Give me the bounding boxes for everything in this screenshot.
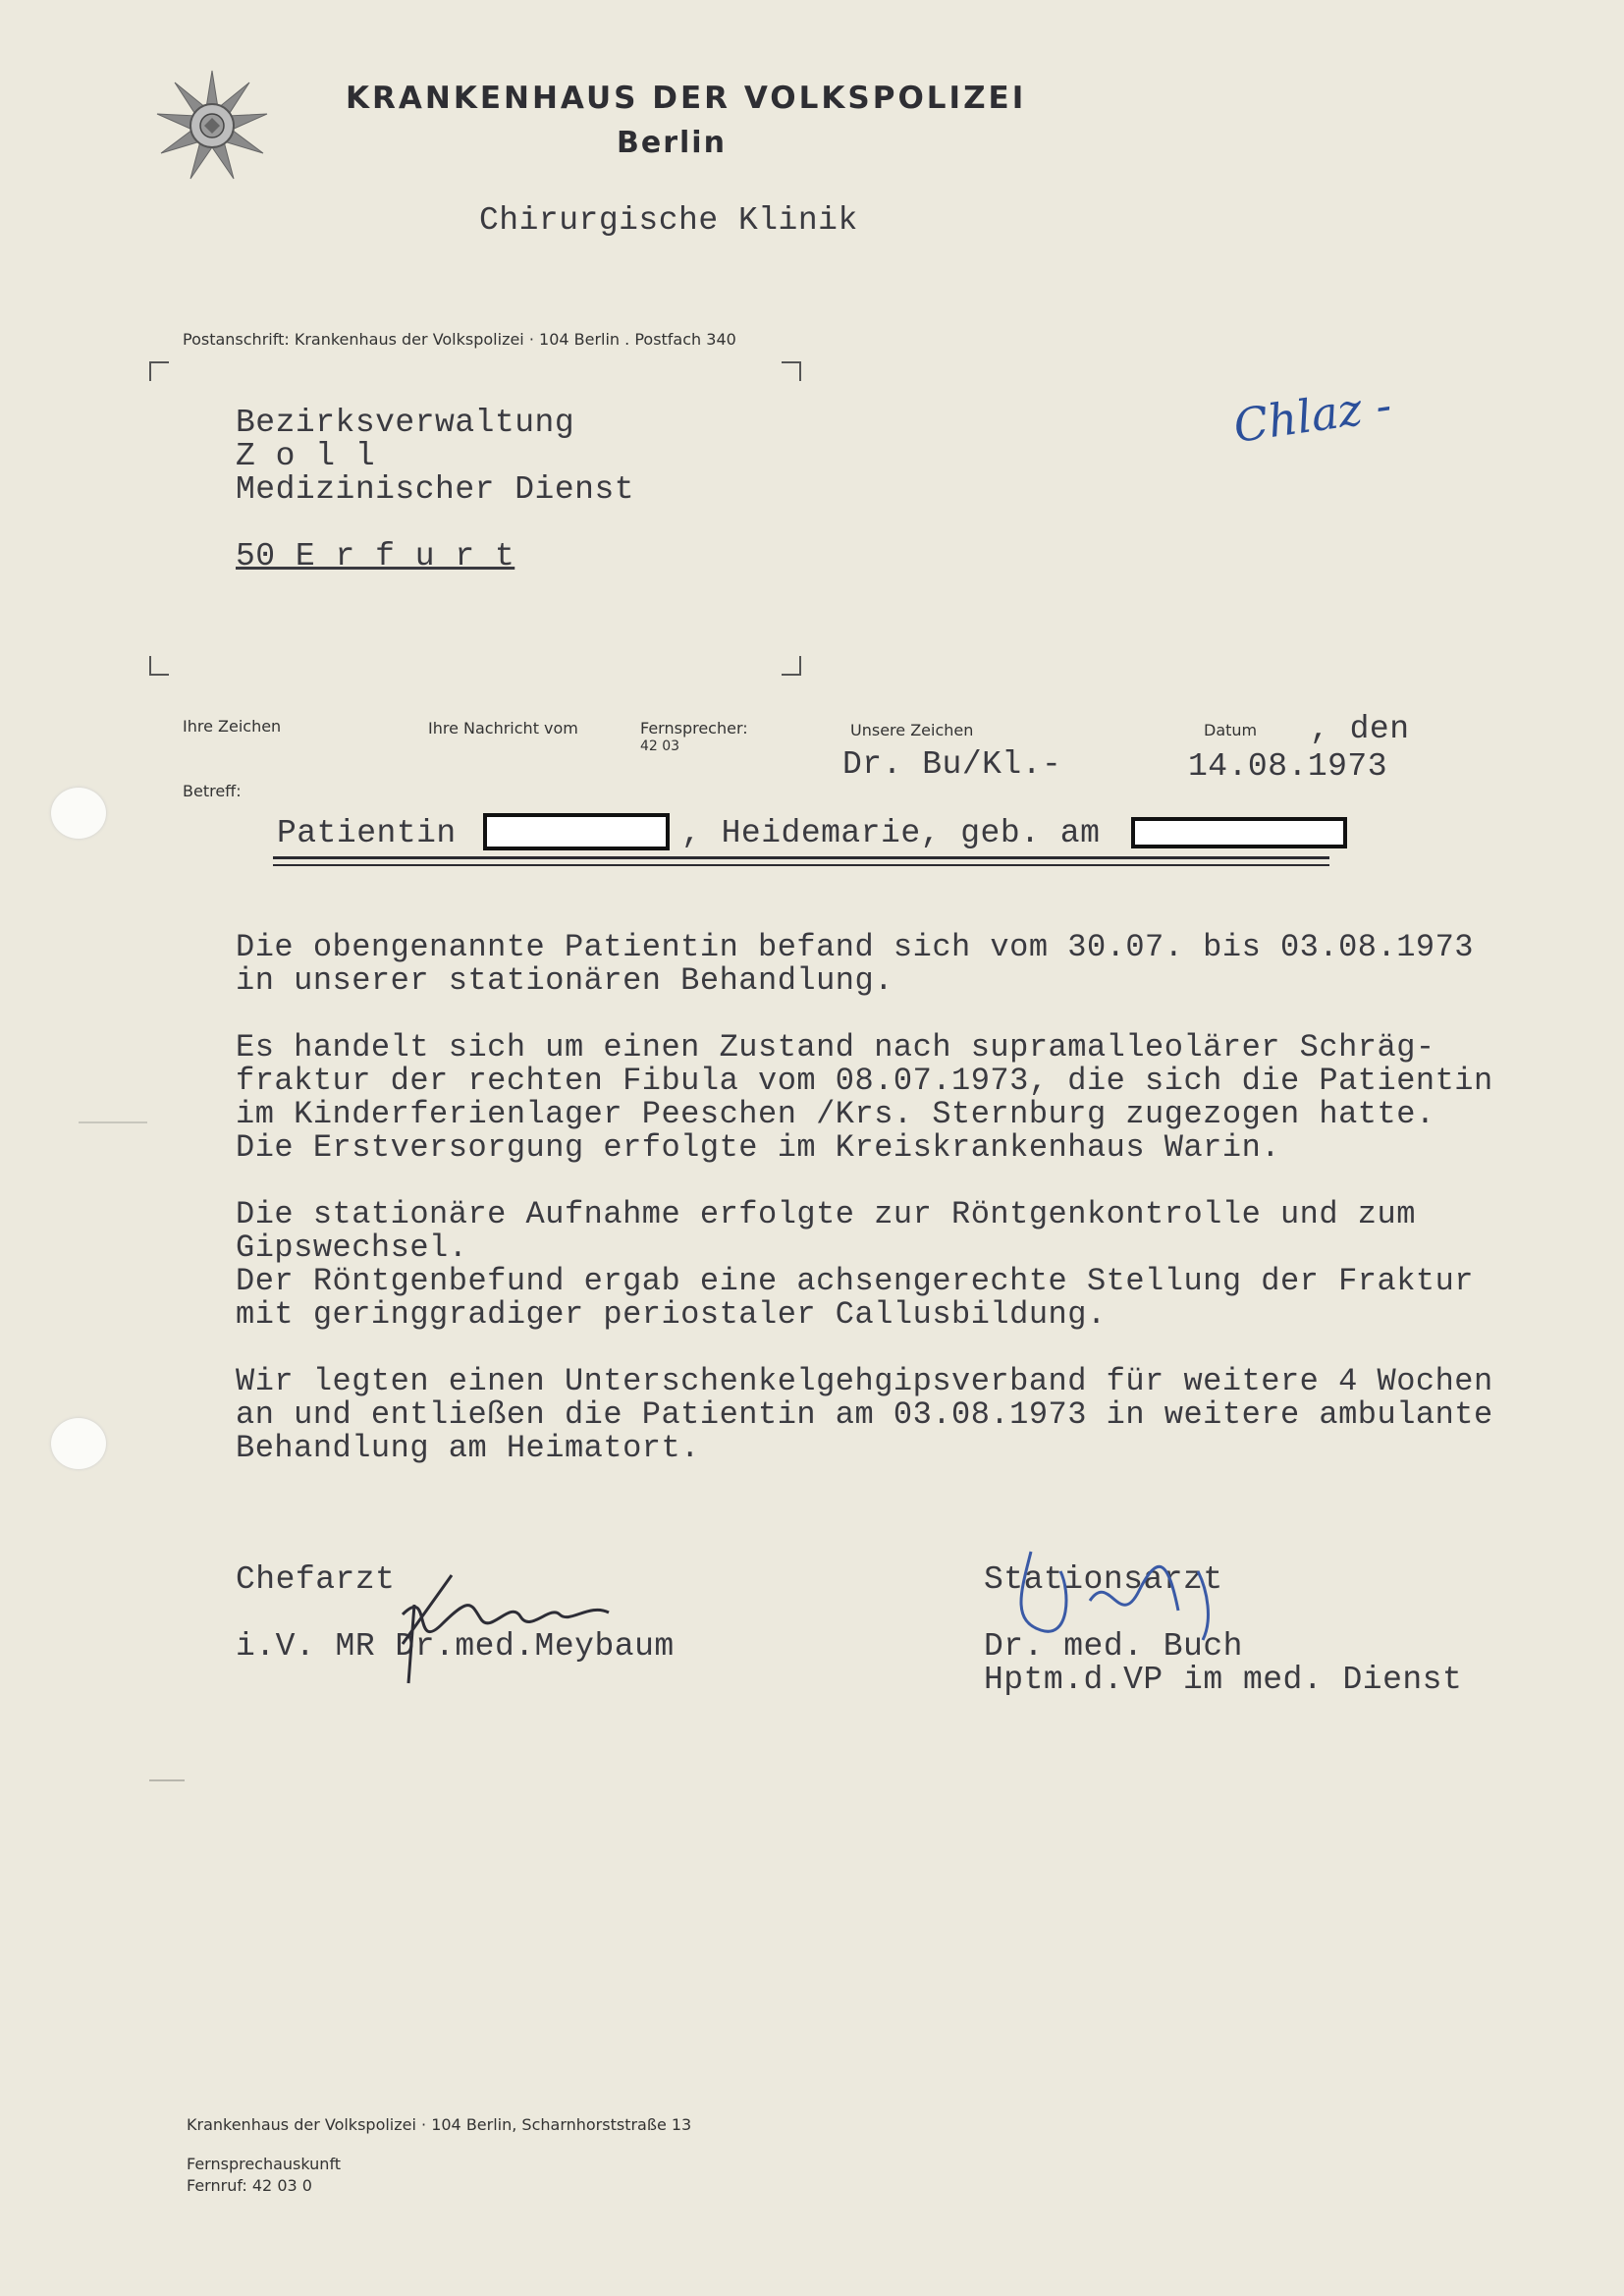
address-window-corner-br <box>782 656 801 676</box>
recipient-city: 50 E r f u r t <box>236 538 515 574</box>
subject-middle: , Heidemarie, geb. am <box>681 815 1101 851</box>
stationsarzt-signature <box>1001 1532 1257 1669</box>
stationsarzt-title: Stationsarzt <box>984 1561 1223 1598</box>
unsere-zeichen-value: Dr. Bu/Kl.- <box>842 746 1062 783</box>
body-line: Gipswechsel. <box>236 1230 468 1266</box>
body-line: Behandlung am Heimatort. <box>236 1430 700 1466</box>
datum-label: Datum <box>1204 721 1258 739</box>
datum-value: 14.08.1973 <box>1188 748 1388 785</box>
punch-hole-bottom <box>51 1418 106 1469</box>
handwritten-note: Chlaz - <box>1230 378 1395 453</box>
unsere-zeichen-label: Unsere Zeichen <box>850 721 974 739</box>
body-line: Es handelt sich um einen Zustand nach supramalleolärer Schräg- <box>236 1029 1435 1066</box>
fold-mark-2 <box>149 1779 185 1781</box>
recipient-line2: Z o l l <box>236 438 376 474</box>
subject-underline-1 <box>273 856 1329 859</box>
postal-address: Postanschrift: Krankenhaus der Volkspolizei · 104 Berlin . Postfach 340 <box>183 330 736 349</box>
stationsarzt-name: Dr. med. Buch <box>984 1628 1243 1665</box>
betreff-label: Betreff: <box>183 782 242 800</box>
fernsprecher-label: Fernsprecher: <box>640 719 748 738</box>
body-line: mit geringgradiger periostaler Callusbildung. <box>236 1296 1107 1333</box>
body-line: Die Erstversorgung erfolgte im Kreiskrankenhaus Warin. <box>236 1129 1280 1166</box>
address-window-corner-bl <box>149 656 169 676</box>
subject-prefix: Patientin <box>277 815 457 851</box>
datum-suffix: , den <box>1310 711 1410 747</box>
chefarzt-signature <box>373 1546 628 1693</box>
body-line: fraktur der rechten Fibula vom 08.07.1973, die sich die Patientin <box>236 1063 1493 1099</box>
chefarzt-name: i.V. MR Dr.med.Meybaum <box>236 1628 675 1665</box>
recipient-line1: Bezirksverwaltung <box>236 405 575 441</box>
body-line: in unserer stationären Behandlung. <box>236 962 893 999</box>
body-line: Der Röntgenbefund ergab eine achsengerechte Stellung der Fraktur <box>236 1263 1474 1299</box>
punch-hole-top <box>51 788 106 839</box>
footer-address: Krankenhaus der Volkspolizei · 104 Berlin, Scharnhorststraße 13 <box>187 2115 692 2134</box>
ihre-zeichen-label: Ihre Zeichen <box>183 717 282 736</box>
fernsprecher-value: 42 03 <box>640 738 680 754</box>
body-line: Wir legten einen Unterschenkelgehgipsverband für weitere 4 Wochen <box>236 1363 1493 1399</box>
footer-phone-label: Fernsprechauskunft <box>187 2155 342 2173</box>
stationsarzt-rank: Hptm.d.VP im med. Dienst <box>984 1662 1463 1698</box>
address-window-corner-tl <box>149 361 169 381</box>
redacted-surname <box>483 813 670 850</box>
ihre-nachricht-label: Ihre Nachricht vom <box>428 719 578 738</box>
institution-city: Berlin <box>617 126 727 160</box>
body-line: Die stationäre Aufnahme erfolgte zur Röntgenkontrolle und zum <box>236 1196 1416 1232</box>
institution-name: KRANKENHAUS DER VOLKSPOLIZEI <box>346 81 1027 116</box>
recipient-line3: Medizinischer Dienst <box>236 471 635 508</box>
address-window-corner-tr <box>782 361 801 381</box>
fold-mark-1 <box>79 1121 147 1123</box>
chefarzt-title: Chefarzt <box>236 1561 396 1598</box>
police-star-emblem <box>155 69 269 183</box>
redacted-birthdate <box>1131 817 1347 848</box>
subject-underline-2 <box>273 864 1329 866</box>
body-line: im Kinderferienlager Peeschen /Krs. Sternburg zugezogen hatte. <box>236 1096 1435 1132</box>
body-line: Die obengenannte Patientin befand sich vom 30.07. bis 03.08.1973 <box>236 929 1474 965</box>
clinic-name: Chirurgische Klinik <box>479 202 858 239</box>
footer-phone: Fernruf: 42 03 0 <box>187 2176 312 2195</box>
body-line: an und entließen die Patientin am 03.08.1973 in weitere ambulante <box>236 1396 1493 1433</box>
